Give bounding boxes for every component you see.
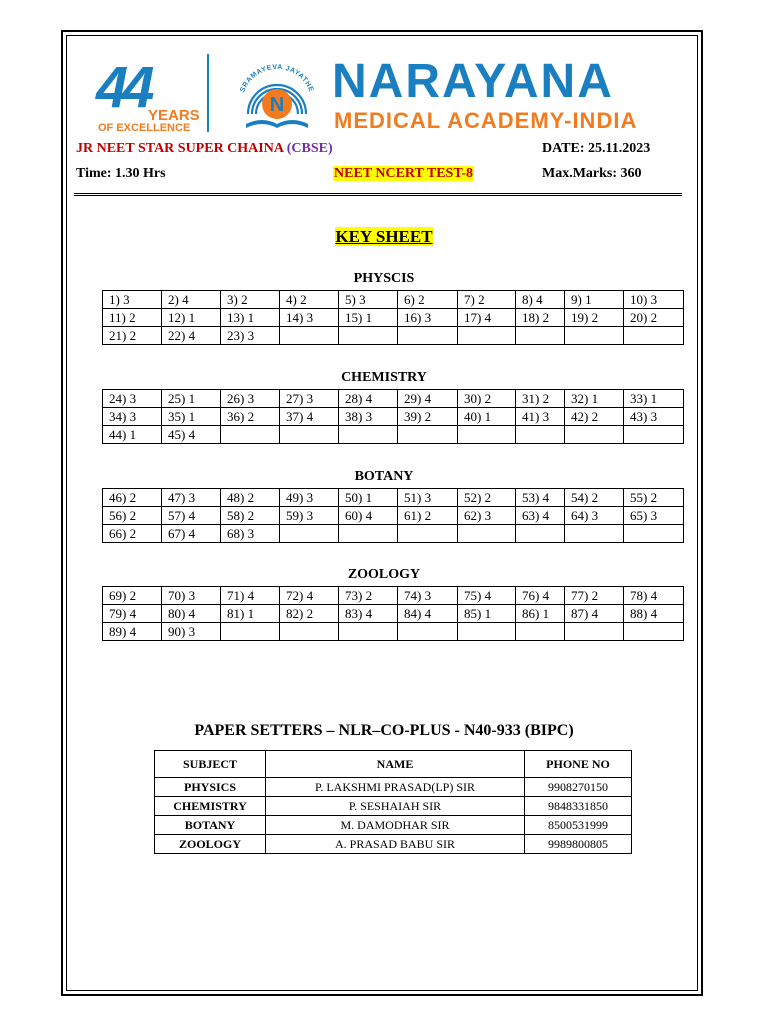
paper-setters-table [154, 750, 632, 854]
answer-cell [458, 525, 516, 543]
header-subject: SUBJECT [155, 751, 266, 778]
answer-cell [624, 525, 684, 543]
setter-name: P. SESHAIAH SIR [266, 797, 525, 816]
test-name: NEET NCERT TEST-8 [334, 166, 474, 181]
answer-cell: 6) 2 [398, 291, 458, 309]
setter-row [155, 816, 632, 835]
excellence-label: OF EXCELLENCE [98, 122, 191, 134]
answer-cell: 61) 2 [398, 507, 458, 525]
answer-cell: 85) 1 [458, 605, 516, 623]
answer-cell: 67) 4 [162, 525, 221, 543]
setter-phone: 9908270150 [525, 778, 632, 797]
answer-cell: 36) 2 [221, 408, 280, 426]
answer-cell: 87) 4 [565, 605, 624, 623]
answer-cell: 52) 2 [458, 489, 516, 507]
answer-cell: 75) 4 [458, 587, 516, 605]
answer-cell [565, 327, 624, 345]
answer-cell: 34) 3 [103, 408, 162, 426]
setter-name: M. DAMODHAR SIR [266, 816, 525, 835]
answer-cell [221, 623, 280, 641]
logo-divider [207, 54, 209, 132]
answer-cell [339, 426, 398, 444]
section-title-botany: BOTANY [354, 469, 414, 484]
header-rule [74, 193, 682, 199]
answer-cell: 69) 2 [103, 587, 162, 605]
setter-row [155, 835, 632, 854]
answer-cell [624, 426, 684, 444]
answer-cell: 13) 1 [221, 309, 280, 327]
answer-cell: 47) 3 [162, 489, 221, 507]
setter-subject: BOTANY [155, 816, 266, 835]
answer-cell: 33) 1 [624, 390, 684, 408]
section-title-zoology: ZOOLOGY [347, 567, 421, 582]
answer-cell: 42) 2 [565, 408, 624, 426]
setter-row [155, 778, 632, 797]
answer-cell: 1) 3 [103, 291, 162, 309]
answer-cell: 56) 2 [103, 507, 162, 525]
test-date: DATE: 25.11.2023 [542, 141, 651, 156]
answer-table-physics [102, 290, 684, 345]
answer-cell: 22) 4 [162, 327, 221, 345]
answer-row [103, 309, 684, 327]
answer-cell: 54) 2 [565, 489, 624, 507]
answer-cell: 71) 4 [221, 587, 280, 605]
setter-subject: ZOOLOGY [155, 835, 266, 854]
setter-name: A. PRASAD BABU SIR [266, 835, 525, 854]
setter-subject: PHYSICS [155, 778, 266, 797]
answer-row [103, 327, 684, 345]
answer-row [103, 489, 684, 507]
answer-cell [565, 426, 624, 444]
answer-cell: 20) 2 [624, 309, 684, 327]
setter-phone: 8500531999 [525, 816, 632, 835]
answer-cell [398, 327, 458, 345]
brand-name: NARAYANA [332, 55, 614, 108]
answer-cell: 66) 2 [103, 525, 162, 543]
answer-cell: 23) 3 [221, 327, 280, 345]
answer-cell: 55) 2 [624, 489, 684, 507]
answer-cell: 86) 1 [516, 605, 565, 623]
answer-cell [565, 623, 624, 641]
answer-cell: 38) 3 [339, 408, 398, 426]
answer-cell: 35) 1 [162, 408, 221, 426]
header-phone: PHONE NO [525, 751, 632, 778]
answer-cell [516, 623, 565, 641]
board-label: (CBSE) [286, 141, 333, 156]
answer-cell: 28) 4 [339, 390, 398, 408]
answer-table-botany [102, 488, 684, 543]
answer-cell: 46) 2 [103, 489, 162, 507]
anniversary-logo [96, 55, 206, 138]
answer-cell: 5) 3 [339, 291, 398, 309]
answer-cell: 10) 3 [624, 291, 684, 309]
answer-cell: 51) 3 [398, 489, 458, 507]
answer-cell: 7) 2 [458, 291, 516, 309]
answer-cell: 27) 3 [280, 390, 339, 408]
answer-row [103, 525, 684, 543]
answer-cell: 32) 1 [565, 390, 624, 408]
answer-row [103, 507, 684, 525]
setters-header-row [155, 751, 632, 778]
answer-cell: 82) 2 [280, 605, 339, 623]
answer-cell: 40) 1 [458, 408, 516, 426]
answer-cell [339, 525, 398, 543]
brand-subtitle: MEDICAL ACADEMY-INDIA [334, 108, 638, 133]
answer-cell: 24) 3 [103, 390, 162, 408]
answer-cell: 30) 2 [458, 390, 516, 408]
answer-cell [516, 327, 565, 345]
setter-row [155, 797, 632, 816]
answer-table-chemistry [102, 389, 684, 444]
answer-cell [339, 623, 398, 641]
answer-cell [624, 327, 684, 345]
answer-cell: 73) 2 [339, 587, 398, 605]
answer-cell: 16) 3 [398, 309, 458, 327]
years-label: YEARS [148, 107, 200, 124]
answer-cell [398, 426, 458, 444]
program-name: JR NEET STAR SUPER CHAINA (CBSE) [76, 141, 333, 156]
answer-cell: 79) 4 [103, 605, 162, 623]
answer-cell: 43) 3 [624, 408, 684, 426]
answer-cell: 29) 4 [398, 390, 458, 408]
answer-cell [458, 426, 516, 444]
answer-cell [280, 327, 339, 345]
answer-cell [339, 327, 398, 345]
answer-cell: 68) 3 [221, 525, 280, 543]
answer-cell [221, 426, 280, 444]
answer-row [103, 390, 684, 408]
answer-cell: 53) 4 [516, 489, 565, 507]
emblem-motto: SRAMAYEVA JAYATHE [239, 63, 315, 94]
years-number: 44 [96, 55, 149, 120]
max-marks: Max.Marks: 360 [542, 166, 642, 181]
answer-cell: 25) 1 [162, 390, 221, 408]
answer-cell [565, 525, 624, 543]
setter-phone: 9989800805 [525, 835, 632, 854]
answer-cell: 90) 3 [162, 623, 221, 641]
answer-cell [458, 327, 516, 345]
answer-cell: 57) 4 [162, 507, 221, 525]
answer-cell: 77) 2 [565, 587, 624, 605]
section-title-physics: PHYSCIS [353, 271, 415, 286]
answer-table-zoology [102, 586, 684, 641]
answer-row [103, 426, 684, 444]
answer-cell [280, 525, 339, 543]
answer-cell [624, 623, 684, 641]
answer-cell [398, 623, 458, 641]
answer-cell [280, 623, 339, 641]
answer-cell: 65) 3 [624, 507, 684, 525]
answer-cell: 49) 3 [280, 489, 339, 507]
answer-cell [280, 426, 339, 444]
answer-cell: 18) 2 [516, 309, 565, 327]
answer-cell: 48) 2 [221, 489, 280, 507]
answer-cell: 88) 4 [624, 605, 684, 623]
answer-cell: 39) 2 [398, 408, 458, 426]
answer-cell: 72) 4 [280, 587, 339, 605]
answer-cell: 19) 2 [565, 309, 624, 327]
setter-subject: CHEMISTRY [155, 797, 266, 816]
header-name: NAME [266, 751, 525, 778]
answer-cell: 76) 4 [516, 587, 565, 605]
answer-cell: 78) 4 [624, 587, 684, 605]
emblem-letter: N [269, 94, 285, 116]
answer-cell: 80) 4 [162, 605, 221, 623]
answer-row [103, 291, 684, 309]
answer-cell: 15) 1 [339, 309, 398, 327]
answer-cell: 44) 1 [103, 426, 162, 444]
answer-cell: 26) 3 [221, 390, 280, 408]
answer-cell: 3) 2 [221, 291, 280, 309]
answer-cell: 64) 3 [565, 507, 624, 525]
answer-cell: 59) 3 [280, 507, 339, 525]
paper-setters-title: PAPER SETTERS – NLR–CO-PLUS - N40-933 (BIPC) [194, 722, 574, 739]
key-sheet-title: KEY SHEET [335, 227, 433, 246]
narayana-emblem-icon [228, 52, 326, 138]
answer-cell: 4) 2 [280, 291, 339, 309]
answer-cell: 70) 3 [162, 587, 221, 605]
answer-cell: 8) 4 [516, 291, 565, 309]
answer-cell: 63) 4 [516, 507, 565, 525]
setter-name: P. LAKSHMI PRASAD(LP) SIR [266, 778, 525, 797]
answer-cell: 37) 4 [280, 408, 339, 426]
answer-cell: 9) 1 [565, 291, 624, 309]
answer-cell: 14) 3 [280, 309, 339, 327]
answer-cell: 12) 1 [162, 309, 221, 327]
answer-row [103, 587, 684, 605]
answer-cell: 60) 4 [339, 507, 398, 525]
answer-row [103, 408, 684, 426]
answer-cell: 74) 3 [398, 587, 458, 605]
answer-cell: 84) 4 [398, 605, 458, 623]
answer-row [103, 605, 684, 623]
answer-cell: 50) 1 [339, 489, 398, 507]
answer-cell: 11) 2 [103, 309, 162, 327]
answer-cell: 81) 1 [221, 605, 280, 623]
answer-cell [458, 623, 516, 641]
section-title-chemistry: CHEMISTRY [341, 370, 427, 385]
answer-cell [516, 426, 565, 444]
answer-cell: 83) 4 [339, 605, 398, 623]
answer-cell: 62) 3 [458, 507, 516, 525]
answer-cell [516, 525, 565, 543]
answer-cell: 89) 4 [103, 623, 162, 641]
setter-phone: 9848331850 [525, 797, 632, 816]
answer-cell: 45) 4 [162, 426, 221, 444]
answer-cell: 17) 4 [458, 309, 516, 327]
answer-cell: 21) 2 [103, 327, 162, 345]
test-duration: Time: 1.30 Hrs [76, 166, 166, 181]
answer-cell [398, 525, 458, 543]
answer-cell: 58) 2 [221, 507, 280, 525]
answer-cell: 2) 4 [162, 291, 221, 309]
answer-cell: 31) 2 [516, 390, 565, 408]
answer-cell: 41) 3 [516, 408, 565, 426]
answer-row [103, 623, 684, 641]
